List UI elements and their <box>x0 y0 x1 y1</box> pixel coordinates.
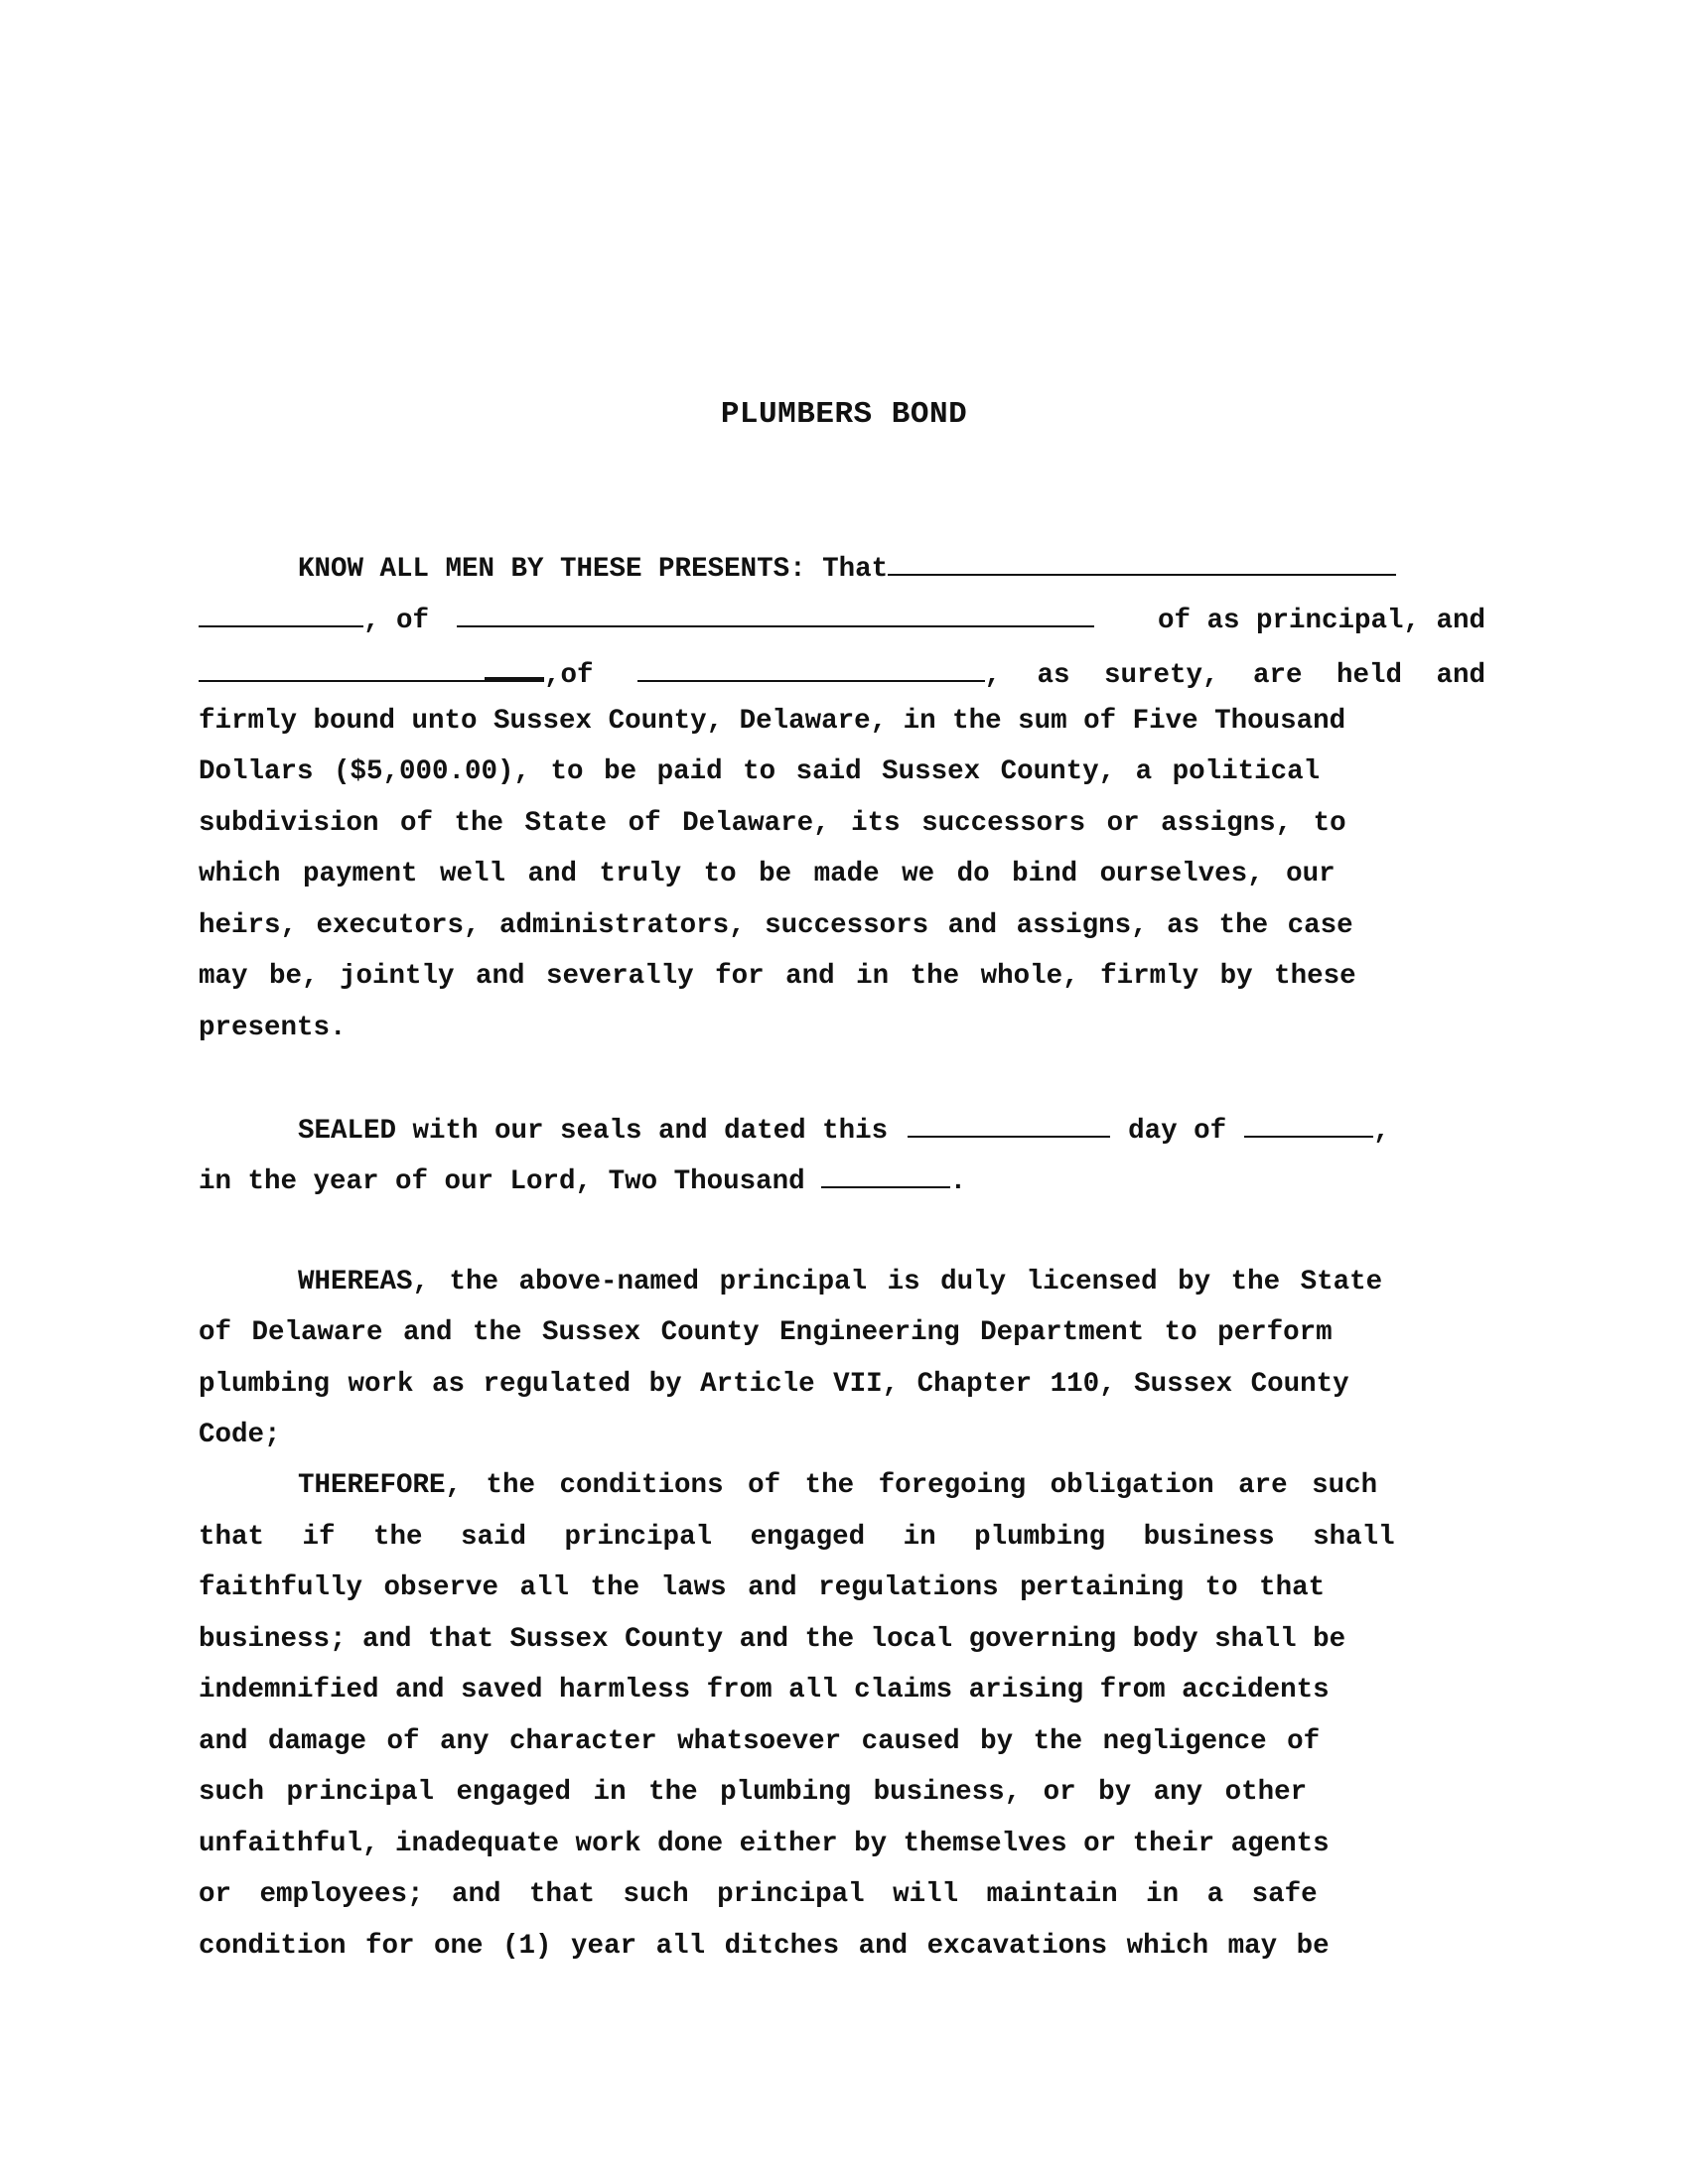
sealed-day-blank[interactable] <box>908 1110 1110 1138</box>
p2-period: . <box>949 1166 967 1197</box>
p4-text-line-3: faithfully observe all the laws and regulations pertaining to that <box>199 1572 1326 1603</box>
p3-line-3 <box>199 1365 1485 1405</box>
p4-line-6 <box>199 1722 1485 1762</box>
p1-text-line-6: subdivision of the State of Delaware, its successors or assigns, to <box>199 808 1346 839</box>
p1-surety-comma: , <box>984 660 1002 691</box>
p1-line-1 <box>199 548 1485 588</box>
p3-line-4 <box>199 1416 1485 1455</box>
p4-text-line-1: THEREFORE, the conditions of the foregoing obligation are such <box>298 1470 1378 1501</box>
p4-line-9 <box>199 1875 1485 1915</box>
p4-line-8 <box>199 1825 1485 1864</box>
p4-text-line-9: or employees; and that such principal will maintain in a safe <box>199 1879 1318 1910</box>
p4-line-2 <box>199 1518 1485 1558</box>
p1-line-10 <box>199 1009 1485 1048</box>
p3-line-2 <box>199 1313 1485 1353</box>
p1-text-line-5: Dollars ($5,000.00), to be paid to said Sussex County, a political <box>199 756 1321 787</box>
p2-line-2 <box>199 1160 1485 1200</box>
p4-line-3 <box>199 1569 1485 1608</box>
p1-line-6 <box>199 804 1485 844</box>
p1-text-line-9: may be, jointly and severally for and in the whole, firmly by these <box>199 961 1356 992</box>
surety-name-blank[interactable] <box>199 654 485 682</box>
p4-text-line-10: condition for one (1) year all ditches and excavations which may be <box>199 1931 1330 1962</box>
p4-text-line-6: and damage of any character whatsoever caused by the negligence of <box>199 1726 1321 1757</box>
p1-line-3 <box>199 651 1485 691</box>
document-title: PLUMBERS BOND <box>720 397 968 432</box>
p4-text-line-5: indemnified and saved harmless from all claims arising from accidents <box>199 1675 1330 1706</box>
p2-comma: , <box>1373 1116 1390 1147</box>
surety-name-extension-blank[interactable] <box>485 651 544 682</box>
p1-surety-text: as surety, are held and <box>1037 660 1485 691</box>
principal-name-continued-blank[interactable] <box>199 600 363 627</box>
principal-name-blank[interactable] <box>888 548 1396 576</box>
p2-day-of-text: day of <box>1128 1116 1227 1147</box>
p1-line-9 <box>199 957 1485 997</box>
p4-text-line-7: such principal engaged in the plumbing business, or by any other <box>199 1777 1308 1808</box>
p3-text-line-4: Code; <box>199 1420 281 1450</box>
p4-text-line-8: unfaithful, inadequate work done either by themselves or their agents <box>199 1829 1330 1859</box>
p3-text-line-2: of Delaware and the Sussex County Engineering Department to perform <box>199 1317 1333 1348</box>
p4-text-line-2: that if the said principal engaged in plumbing business shall <box>199 1522 1395 1553</box>
p3-text-line-1: WHEREAS, the above-named principal is duly licensed by the State <box>298 1267 1383 1297</box>
sealed-year-blank[interactable] <box>821 1160 950 1188</box>
p4-line-1 <box>199 1466 1485 1506</box>
p1-text-line-8: heirs, executors, administrators, successors and assigns, as the case <box>199 910 1353 941</box>
surety-address-blank[interactable] <box>637 654 985 682</box>
p2-sealed-text: SEALED with our seals and dated this <box>298 1116 889 1147</box>
p1-text-line-7: which payment well and truly to be made we do bind ourselves, our <box>199 859 1336 889</box>
p4-text-line-4: business; and that Sussex County and the local governing body shall be <box>199 1624 1346 1655</box>
p1-line-7 <box>199 855 1485 894</box>
sealed-month-blank[interactable] <box>1244 1110 1373 1138</box>
p1-intro-text: KNOW ALL MEN BY THESE PRESENTS: That <box>298 554 889 585</box>
p4-line-4 <box>199 1620 1485 1660</box>
p3-text-line-3: plumbing work as regulated by Article VII, Chapter 110, Sussex County <box>199 1369 1349 1400</box>
p2-line-1 <box>199 1110 1485 1150</box>
p4-line-10 <box>199 1927 1485 1967</box>
p1-line-8 <box>199 906 1485 946</box>
p1-text-line-4: firmly bound unto Sussex County, Delaware, in the sum of Five Thousand <box>199 706 1346 737</box>
p1-of-label: , of <box>363 606 430 636</box>
p1-line-4 <box>199 702 1485 742</box>
p1-line-2 <box>199 600 1485 639</box>
p2-year-text: in the year of our Lord, Two Thousand <box>199 1166 805 1197</box>
p4-line-7 <box>199 1773 1485 1813</box>
p1-line-5 <box>199 752 1485 792</box>
p1-text-line-10: presents. <box>199 1013 347 1043</box>
principal-address-blank[interactable] <box>457 600 1094 627</box>
p1-surety-of-label: ,of <box>544 660 594 691</box>
p1-principal-text: of as principal, and <box>1157 606 1485 636</box>
p3-line-1 <box>199 1263 1485 1302</box>
p4-line-5 <box>199 1671 1485 1710</box>
